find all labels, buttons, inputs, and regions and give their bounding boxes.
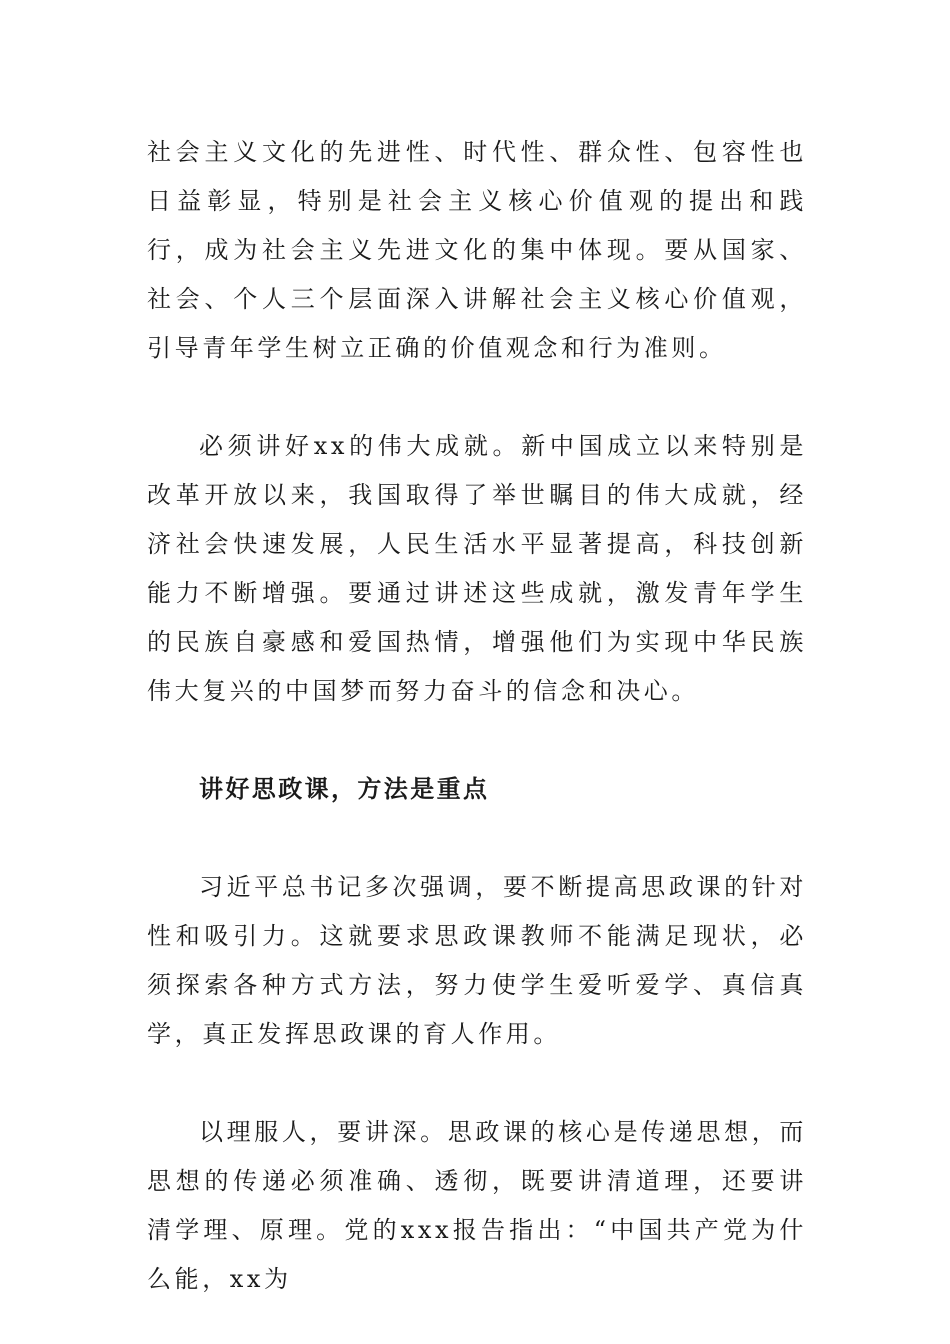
paragraph-continued-culture: 社会主义文化的先进性、时代性、群众性、包容性也日益彰显，特别是社会主义核心价值观的提出和践行，成为社会主义先进文化的集中体现。要从国家、社会、个人三个层面深入讲解社会主义核心价值观，引导青年学生树立正确的价值观念和行为准则。 bbox=[147, 138, 807, 362]
paragraph-achievements: 必须讲好xx的伟大成就。新中国成立以来特别是改革开放以来，我国取得了举世瞩目的伟大成就，经济社会快速发展，人民生活水平显著提高，科技创新能力不断增强。要通过讲述这些成就，激发青年学生的民族自豪感和爱国热情，增强他们为实现中华民族伟大复兴的中国梦而努力奋斗的信念和决心。 bbox=[147, 432, 807, 705]
paragraph-attractiveness: 习近平总书记多次强调，要不断提高思政课的针对性和吸引力。这就要求思政课教师不能满足现状，必须探索各种方式方法，努力使学生爱听爱学、真信真学，真正发挥思政课的育人作用。 bbox=[147, 873, 807, 1048]
document-body bbox=[147, 128, 807, 1304]
section-heading-method: 讲好思政课，方法是重点 bbox=[199, 775, 490, 803]
paragraph-reasoning: 以理服人，要讲深。思政课的核心是传递思想，而思想的传递必须准确、透彻，既要讲清道理，还要讲清学理、原理。党的xxx报告指出：“中国共产党为什么能，xx为 bbox=[147, 1118, 807, 1293]
